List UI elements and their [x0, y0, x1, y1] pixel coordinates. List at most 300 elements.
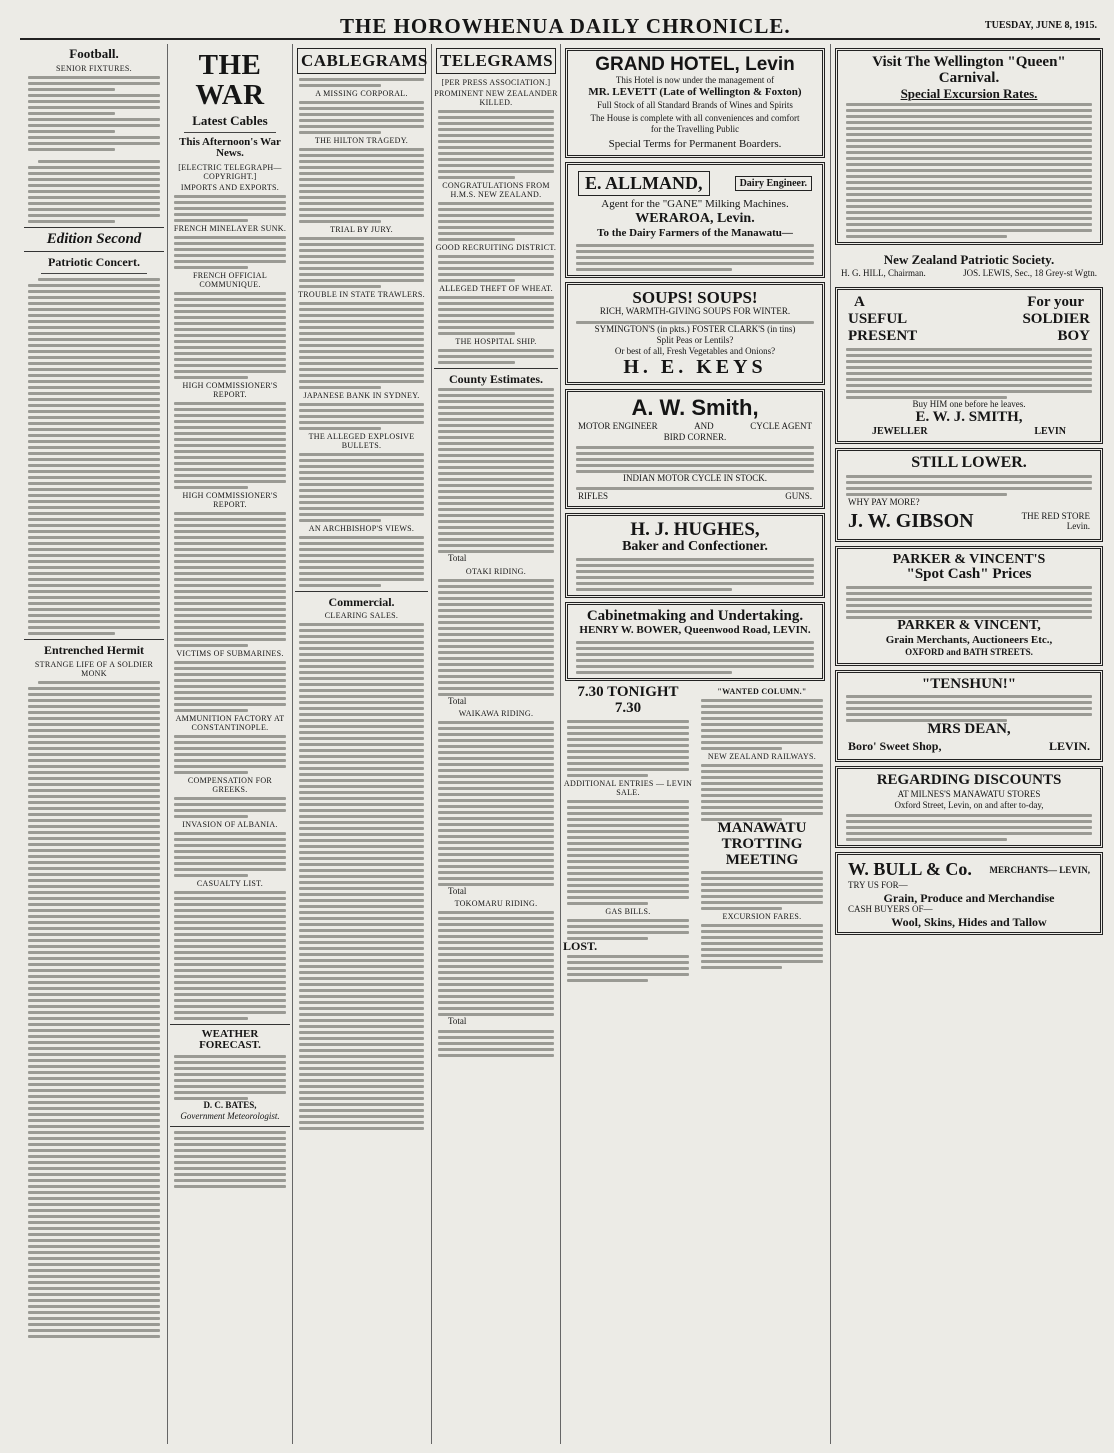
text-line-placeholder [438, 208, 554, 211]
text-line-placeholder [174, 759, 286, 762]
text-line-placeholder [438, 871, 554, 874]
trial-by-jury-heading: TRIAL BY JURY. [330, 224, 393, 234]
hughes-ad [565, 513, 825, 598]
text-line-placeholder [299, 202, 424, 205]
text-line-placeholder [846, 366, 1092, 369]
text-line-placeholder [174, 1155, 286, 1158]
text-line-placeholder [299, 965, 424, 968]
text-line-placeholder [576, 250, 814, 253]
text-line-placeholder [438, 226, 554, 229]
text-line-placeholder [299, 677, 424, 680]
text-line-placeholder [174, 213, 286, 216]
text-line-placeholder [174, 1131, 286, 1134]
text-line-placeholder [299, 584, 381, 587]
explosive-bullets-heading: THE ALLEGED EXPLOSIVE BULLETS. [308, 431, 415, 450]
text-line-placeholder [438, 508, 554, 511]
text-line-placeholder [299, 1049, 424, 1052]
text-line-placeholder [174, 969, 286, 972]
text-line-placeholder [438, 170, 554, 173]
text-line-placeholder [438, 279, 515, 282]
text-line-placeholder [438, 349, 554, 352]
estimates-total: Total [448, 553, 467, 564]
text-line-placeholder [174, 856, 286, 859]
text-line-placeholder [28, 837, 160, 840]
text-line-placeholder [174, 897, 286, 900]
text-line-placeholder [438, 146, 554, 149]
text-line-placeholder [174, 697, 286, 700]
text-line-placeholder [299, 560, 424, 563]
newspaper-title: THE HOROWHENUA DAILY CHRONICLE. [340, 14, 791, 38]
text-line-placeholder [28, 428, 160, 431]
text-line-placeholder [701, 782, 823, 785]
text-line-placeholder [28, 356, 160, 359]
text-line-placeholder [701, 907, 782, 910]
text-line-placeholder [567, 768, 689, 771]
text-line-placeholder [438, 140, 554, 143]
text-line-placeholder [299, 749, 424, 752]
text-line-placeholder [438, 947, 554, 950]
hotel-line: MR. LEVETT (Late of Wellington & Foxton) [588, 86, 802, 99]
text-line-placeholder [299, 243, 424, 246]
text-line-placeholder [299, 773, 424, 776]
waikawa-riding-heading: WAIKAWA RIDING. [458, 708, 534, 718]
text-line-placeholder [438, 757, 554, 760]
text-line-placeholder [438, 454, 554, 457]
text-line-placeholder [28, 440, 160, 443]
edition-second-heading: Edition Second [46, 230, 142, 247]
soldier-soldier: SOLDIER [1022, 310, 1090, 327]
text-line-placeholder [438, 847, 554, 850]
text-line-placeholder [567, 866, 689, 869]
text-line-placeholder [567, 762, 689, 765]
text-line-placeholder [438, 326, 554, 329]
text-line-placeholder [174, 438, 286, 441]
bower-name: HENRY W. BOWER, Queenwood Road, LEVIN. [579, 624, 811, 637]
text-line-placeholder [299, 308, 424, 311]
text-line-placeholder [846, 151, 1092, 154]
text-line-placeholder [299, 995, 424, 998]
text-line-placeholder [576, 647, 814, 650]
text-line-placeholder [438, 502, 554, 505]
text-line-placeholder [28, 1161, 160, 1164]
text-line-placeholder [28, 975, 160, 978]
estimates-total: Total [448, 695, 467, 706]
text-line-placeholder [28, 458, 160, 461]
text-line-placeholder [174, 530, 286, 533]
text-line-placeholder [28, 777, 160, 780]
text-line-placeholder [438, 255, 554, 258]
japanese-bank-heading: JAPANESE BANK IN SYDNEY. [303, 390, 420, 400]
text-line-placeholder [846, 598, 1092, 601]
text-line-placeholder [438, 430, 554, 433]
text-line-placeholder [438, 751, 554, 754]
football-heading: Football. [69, 46, 119, 61]
trotting-meeting-heading: MANAWATU TROTTING MEETING [717, 820, 807, 868]
text-line-placeholder [438, 675, 554, 678]
text-line-placeholder [438, 544, 554, 547]
text-line-placeholder [299, 1019, 424, 1022]
text-line-placeholder [299, 465, 424, 468]
text-line-placeholder [28, 705, 160, 708]
text-line-placeholder [299, 421, 424, 424]
text-line-placeholder [438, 460, 554, 463]
text-line-placeholder [174, 260, 286, 263]
text-line-placeholder [299, 578, 424, 581]
society-secretary: JOS. LEWIS, Sec., 18 Grey-st Wgtn. [963, 267, 1097, 278]
text-line-placeholder [174, 685, 286, 688]
text-line-placeholder [174, 679, 286, 682]
text-line-placeholder [438, 633, 554, 636]
still-lower-ad [835, 448, 1103, 542]
column-rule [830, 44, 831, 1444]
text-line-placeholder [28, 308, 160, 311]
text-line-placeholder [438, 152, 554, 155]
text-line-placeholder [28, 142, 160, 145]
text-line-placeholder [28, 208, 160, 211]
text-line-placeholder [299, 78, 424, 81]
text-line-placeholder [28, 1077, 160, 1080]
ewj-smith-name: E. W. J. SMITH, [915, 409, 1023, 426]
smith-cycle: INDIAN MOTOR CYCLE IN STOCK. [623, 472, 767, 483]
issue-date: TUESDAY, JUNE 8, 1915. [984, 20, 1097, 31]
text-line-placeholder [846, 181, 1092, 184]
text-line-placeholder [28, 1251, 160, 1254]
text-line-placeholder [299, 501, 424, 504]
text-line-placeholder [567, 812, 689, 815]
text-line-placeholder [846, 223, 1092, 226]
text-line-placeholder [299, 1061, 424, 1064]
text-line-placeholder [174, 408, 286, 411]
text-line-placeholder [28, 338, 160, 341]
high-commissioner-heading: HIGH COMMISSIONER'S REPORT. [182, 490, 278, 509]
text-line-placeholder [299, 572, 424, 575]
parker-title: PARKER & VINCENT'S [892, 551, 1046, 567]
text-line-placeholder [299, 725, 424, 728]
text-line-placeholder [438, 406, 554, 409]
text-line-placeholder [299, 671, 424, 674]
column-5-adverts [563, 44, 827, 1444]
text-line-placeholder [28, 993, 160, 996]
text-line-placeholder [28, 190, 160, 193]
text-line-placeholder [28, 374, 160, 377]
text-line-placeholder [299, 344, 424, 347]
text-line-placeholder [174, 1061, 286, 1064]
hughes-sub: Baker and Confectioner. [622, 539, 768, 554]
text-line-placeholder [438, 361, 515, 364]
text-line-placeholder [846, 481, 1092, 484]
text-line-placeholder [299, 1091, 424, 1094]
jeweller-label: JEWELLER [872, 425, 928, 437]
text-line-placeholder [299, 338, 424, 341]
text-line-placeholder [438, 787, 554, 790]
text-line-placeholder [438, 727, 554, 730]
text-line-placeholder [28, 1287, 160, 1290]
allmand-farmers: To the Dairy Farmers of the Manawatu— [597, 226, 793, 239]
cablegrams-heading: CABLEGRAMS [297, 48, 426, 74]
text-line-placeholder [299, 1067, 424, 1070]
text-line-placeholder [299, 701, 424, 704]
text-line-placeholder [28, 202, 160, 205]
text-line-placeholder [28, 693, 160, 696]
text-line-placeholder [438, 615, 554, 618]
text-line-placeholder [299, 881, 424, 884]
text-line-placeholder [438, 302, 554, 305]
commercial-heading: Commercial. [328, 594, 395, 609]
text-line-placeholder [438, 865, 554, 868]
text-line-placeholder [28, 434, 160, 437]
text-line-placeholder [28, 1083, 160, 1086]
text-line-placeholder [701, 966, 782, 969]
gas-bills-heading: GAS BILLS. [605, 906, 651, 916]
text-line-placeholder [174, 797, 286, 800]
text-line-placeholder [28, 1113, 160, 1116]
text-line-placeholder [438, 657, 554, 660]
text-line-placeholder [576, 262, 814, 265]
text-line-placeholder [846, 103, 1092, 106]
text-line-placeholder [28, 482, 160, 485]
text-line-placeholder [174, 803, 286, 806]
text-line-placeholder [28, 422, 160, 425]
text-line-placeholder [28, 320, 160, 323]
text-line-placeholder [174, 987, 286, 990]
text-line-placeholder [28, 1233, 160, 1236]
allmand-ad [565, 162, 825, 277]
text-line-placeholder [174, 874, 248, 877]
albania-heading: INVASION OF ALBANIA. [182, 819, 278, 829]
text-line-placeholder [174, 868, 286, 871]
text-line-placeholder [174, 254, 286, 257]
text-line-placeholder [28, 560, 160, 563]
text-line-placeholder [299, 803, 424, 806]
text-line-placeholder [567, 750, 689, 753]
text-line-placeholder [28, 741, 160, 744]
text-line-placeholder [846, 121, 1092, 124]
text-line-placeholder [299, 267, 424, 270]
text-line-placeholder [28, 783, 160, 786]
text-line-placeholder [28, 1119, 160, 1122]
text-line-placeholder [567, 842, 689, 845]
text-line-placeholder [28, 112, 115, 115]
entrenched-hermit-heading: Entrenched Hermit [43, 642, 145, 657]
text-line-placeholder [438, 134, 554, 137]
text-line-placeholder [28, 723, 160, 726]
text-line-placeholder [174, 850, 286, 853]
text-line-placeholder [28, 172, 160, 175]
text-line-placeholder [28, 1197, 160, 1200]
smith-corner: BIRD CORNER. [663, 431, 727, 442]
text-line-placeholder [299, 845, 424, 848]
press-association-note: [PER PRESS ASSOCIATION.] [441, 77, 551, 87]
text-line-placeholder [438, 835, 554, 838]
text-line-placeholder [28, 344, 160, 347]
text-line-placeholder [299, 326, 424, 329]
text-line-placeholder [701, 747, 782, 750]
text-line-placeholder [28, 945, 160, 948]
text-line-placeholder [174, 554, 286, 557]
text-line-placeholder [174, 456, 286, 459]
hospital-ship-heading: THE HOSPITAL SHIP. [455, 336, 537, 346]
text-line-placeholder [299, 707, 424, 710]
text-line-placeholder [438, 128, 554, 131]
text-line-placeholder [567, 854, 689, 857]
text-line-placeholder [174, 1055, 286, 1058]
congratulations-heading: CONGRATULATIONS FROM H.M.S. NEW ZEALAND. [442, 180, 550, 199]
text-line-placeholder [701, 764, 823, 767]
casualty-heading: CASUALTY LIST. [196, 878, 264, 888]
text-line-placeholder [576, 452, 814, 455]
tenshun-title: "TENSHUN!" [921, 675, 1017, 692]
text-line-placeholder [299, 1073, 424, 1076]
text-line-placeholder [174, 370, 286, 373]
column-2 [170, 44, 290, 1444]
text-line-placeholder [299, 507, 424, 510]
text-line-placeholder [299, 959, 424, 962]
text-line-placeholder [438, 412, 554, 415]
text-line-placeholder [299, 220, 381, 223]
text-line-placeholder [28, 88, 115, 91]
text-line-placeholder [28, 398, 160, 401]
text-line-placeholder [28, 590, 160, 593]
text-line-placeholder [299, 386, 381, 389]
text-line-placeholder [438, 110, 554, 113]
text-line-placeholder [28, 626, 160, 629]
text-line-placeholder [846, 229, 1092, 232]
text-line-placeholder [174, 560, 286, 563]
text-line-placeholder [299, 172, 424, 175]
text-line-placeholder [438, 841, 554, 844]
text-line-placeholder [174, 236, 286, 239]
text-line-placeholder [28, 1023, 160, 1026]
text-line-placeholder [299, 495, 424, 498]
text-line-placeholder [576, 464, 814, 467]
text-line-placeholder [846, 139, 1092, 142]
text-line-placeholder [174, 915, 286, 918]
archbishop-heading: AN ARCHBISHOP'S VIEWS. [308, 523, 415, 533]
text-line-placeholder [438, 687, 554, 690]
grain-produce: Grain, Produce and Merchandise [883, 890, 1055, 905]
column-rule [431, 44, 432, 1444]
text-line-placeholder [438, 526, 554, 529]
text-line-placeholder [438, 929, 554, 932]
text-line-placeholder [28, 879, 160, 882]
text-line-placeholder [701, 717, 823, 720]
text-line-placeholder [174, 771, 248, 774]
soldier-present-ad [835, 287, 1103, 444]
text-line-placeholder [28, 969, 160, 972]
text-line-placeholder [438, 538, 554, 541]
text-line-placeholder [438, 799, 554, 802]
mrs-dean-name: MRS DEAN, [927, 721, 1011, 738]
text-line-placeholder [846, 360, 1092, 363]
bull-ad [835, 852, 1103, 935]
text-line-placeholder [299, 911, 424, 914]
tokomaru-riding-heading: TOKOMARU RIDING. [454, 899, 538, 909]
text-line-placeholder [28, 1203, 160, 1206]
text-line-placeholder [846, 814, 1092, 817]
text-line-placeholder [701, 889, 823, 892]
text-line-placeholder [299, 941, 424, 944]
text-line-placeholder [438, 805, 554, 808]
text-line-placeholder [174, 292, 286, 295]
text-line-placeholder [174, 468, 286, 471]
text-line-placeholder [567, 720, 689, 723]
text-line-placeholder [28, 488, 160, 491]
text-line-placeholder [174, 450, 286, 453]
text-line-placeholder [28, 819, 160, 822]
text-line-placeholder [846, 175, 1092, 178]
text-line-placeholder [299, 851, 424, 854]
excursion-fares-heading: EXCURSION FARES. [722, 912, 802, 922]
text-line-placeholder [28, 464, 160, 467]
text-line-placeholder [174, 310, 286, 313]
text-line-placeholder [28, 476, 160, 479]
text-line-placeholder [438, 763, 554, 766]
wire-note: [ELECTRIC TELEGRAPH—COPYRIGHT.] [178, 162, 282, 181]
masthead-rule [20, 38, 1100, 40]
text-line-placeholder [438, 388, 554, 391]
text-line-placeholder [576, 446, 814, 449]
text-line-placeholder [174, 832, 286, 835]
text-line-placeholder [174, 1149, 286, 1152]
text-line-placeholder [174, 815, 248, 818]
text-line-placeholder [846, 604, 1092, 607]
text-line-placeholder [299, 899, 424, 902]
text-line-placeholder [28, 184, 160, 187]
text-line-placeholder [174, 358, 286, 361]
text-line-placeholder [299, 148, 424, 151]
text-line-placeholder [174, 219, 248, 222]
text-line-placeholder [438, 490, 554, 493]
text-line-placeholder [28, 1209, 160, 1212]
text-line-placeholder [576, 570, 814, 573]
text-line-placeholder [28, 1269, 160, 1272]
grand-hotel-ad [565, 48, 825, 158]
text-line-placeholder [174, 512, 286, 515]
text-line-placeholder [846, 586, 1092, 589]
smith-left: MOTOR ENGINEER [578, 420, 658, 431]
text-line-placeholder [438, 733, 554, 736]
small-ads-right [697, 685, 827, 982]
text-line-placeholder [701, 776, 823, 779]
text-line-placeholder [576, 671, 732, 674]
text-line-placeholder [846, 354, 1092, 357]
text-line-placeholder [28, 314, 160, 317]
text-line-placeholder [846, 384, 1092, 387]
text-line-placeholder [846, 372, 1092, 375]
text-line-placeholder [567, 818, 689, 821]
text-line-placeholder [438, 971, 554, 974]
text-line-placeholder [28, 813, 160, 816]
text-line-placeholder [701, 948, 823, 951]
text-line-placeholder [28, 957, 160, 960]
text-line-placeholder [28, 981, 160, 984]
text-line-placeholder [174, 741, 286, 744]
text-line-placeholder [438, 917, 554, 920]
text-line-placeholder [701, 812, 823, 815]
parker-vincent-ad [835, 546, 1103, 666]
text-line-placeholder [174, 1017, 248, 1020]
text-line-placeholder [567, 800, 689, 803]
text-line-placeholder [438, 639, 554, 642]
text-line-placeholder [28, 452, 160, 455]
text-line-placeholder [299, 184, 424, 187]
text-line-placeholder [174, 1005, 286, 1008]
text-line-placeholder [174, 673, 286, 676]
discounts-ad [835, 766, 1103, 848]
otaki-riding-heading: OTAKI RIDING. [465, 566, 527, 576]
red-store: THE RED STORE Levin. [1021, 511, 1090, 532]
text-line-placeholder [567, 738, 689, 741]
